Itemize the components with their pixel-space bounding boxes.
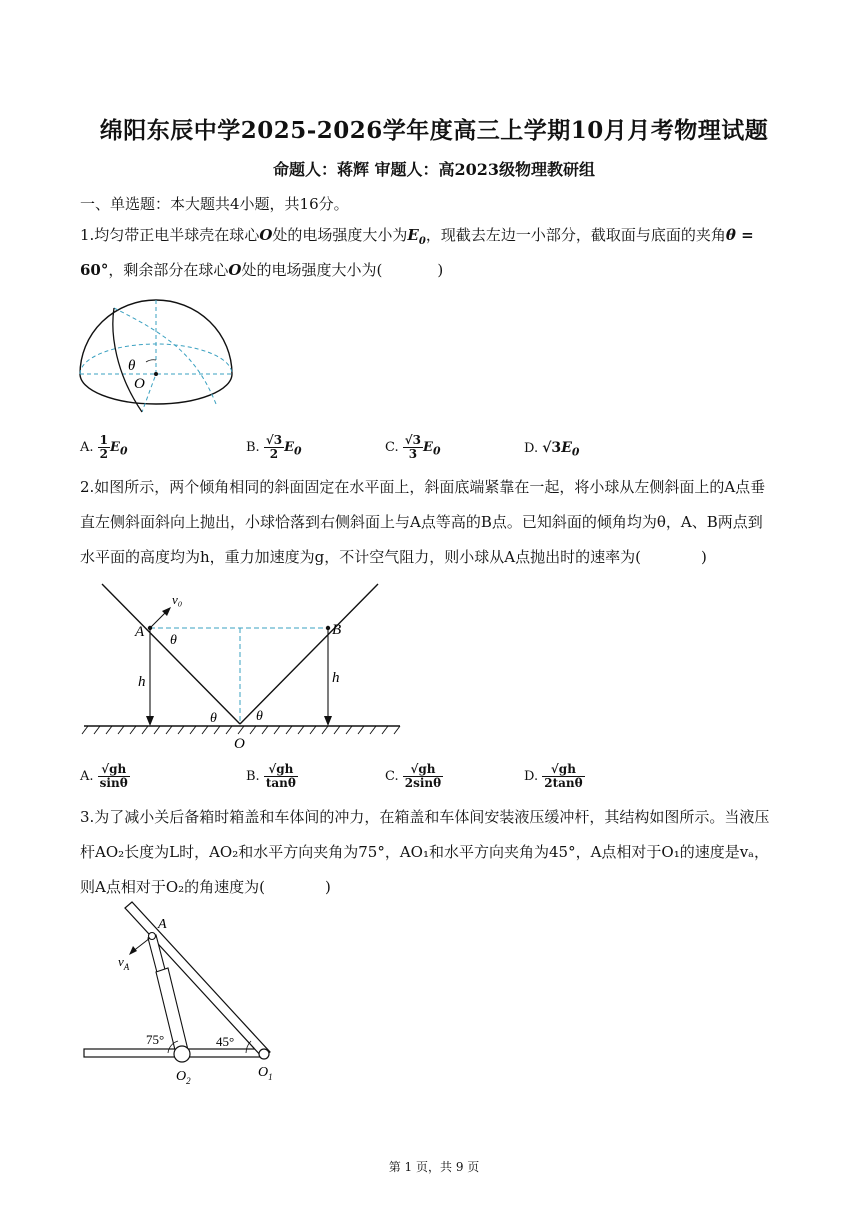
angle-45-label: 45° bbox=[216, 1034, 235, 1049]
label-a: A bbox=[135, 624, 145, 640]
section-heading: 一、单选题：本大题共4小题，共16分。 bbox=[80, 195, 349, 213]
va-label: $v_A$ bbox=[118, 954, 130, 972]
right-incline bbox=[240, 584, 378, 724]
h-label-right: h bbox=[332, 670, 340, 686]
q3-line3: 则A点相对于O₂的角速度为( ) bbox=[80, 878, 331, 896]
q2-option-a[interactable]: A. $\frac{√gh}{\sin\theta}$ bbox=[80, 762, 128, 790]
ground-hatch bbox=[82, 726, 400, 734]
q1-line1: 1.均匀带正电半球壳在球心O处的电场强度大小为$E_0$，现截去左边一小部分，截取面与底面的夹角θ = bbox=[80, 226, 754, 247]
center-label: O bbox=[134, 376, 145, 392]
angle-75-label: 75° bbox=[146, 1032, 165, 1047]
label-b: B bbox=[332, 622, 342, 638]
center-dot bbox=[154, 372, 158, 376]
q2-option-c[interactable]: C. $\frac{√gh}{2\sin\theta}$ bbox=[385, 762, 442, 790]
point-a bbox=[148, 626, 152, 630]
theta-label-right: θ bbox=[256, 709, 263, 724]
va-arrowhead bbox=[129, 946, 137, 955]
theta-label-a: θ bbox=[170, 633, 177, 648]
q2-line1: 2.如图所示，两个倾角相同的斜面固定在水平面上，斜面底端紧靠在一起，将小球从左侧斜面上的A点垂 bbox=[80, 478, 766, 496]
point-b bbox=[326, 626, 330, 630]
q2-line3: 水平面的高度均为h，重力加速度为g，不计空气阻力，则小球从A点抛出时的速率为( ) bbox=[80, 548, 707, 566]
page-subtitle: 命题人：蒋辉 审题人：高2023级物理教研组 bbox=[272, 160, 596, 179]
v0-label: v₀ bbox=[172, 592, 183, 607]
q2-option-b[interactable]: B. $\frac{√gh}{\tan\theta}$ bbox=[246, 762, 296, 790]
q1-option-a[interactable]: A. $\frac{1}{2}$ $E_0$ bbox=[80, 433, 128, 461]
pivot-o1 bbox=[259, 1049, 269, 1059]
page-title: 绵阳东辰中学2025-2026学年度高三上学期10月月考物理试题 bbox=[99, 117, 769, 144]
page-footer: 第 1 页，共 9 页 bbox=[388, 1160, 480, 1174]
q1-option-b[interactable]: B. $\frac{√3}{2}$ $E_0$ bbox=[246, 433, 302, 461]
label-o: O bbox=[234, 736, 245, 750]
q1-option-d[interactable]: D. $√3E_0$ bbox=[524, 440, 580, 459]
damper-figure bbox=[80, 900, 280, 1085]
label-o1: $O_1$ bbox=[258, 1065, 273, 1082]
q1-line2: 60°，剩余部分在球心O处的电场强度大小为( ) bbox=[80, 261, 444, 279]
label-o2: $O_2$ bbox=[176, 1069, 191, 1085]
q1-option-c[interactable]: C. $\frac{√3}{3}$ $E_0$ bbox=[385, 433, 441, 461]
theta-arc bbox=[146, 360, 156, 362]
q3-line1: 3.为了减小关后备箱时箱盖和车体间的冲力，在箱盖和车体间安装液压缓冲杆，其结构如图所示。当液压 bbox=[80, 808, 770, 826]
left-height-arrow bbox=[146, 716, 154, 726]
theta-label-left: θ bbox=[210, 711, 217, 726]
q2-option-d[interactable]: D. $\frac{√gh}{2\tan\theta}$ bbox=[524, 762, 583, 790]
theta-label: θ bbox=[128, 358, 136, 374]
inclines-figure bbox=[80, 578, 410, 750]
q3-line2: 杆AO₂长度为L时，AO₂和水平方向夹角为75°，AO₁和水平方向夹角为45°，A点相对于O₁的速度是vₐ， bbox=[80, 843, 769, 861]
q2-line2: 直左侧斜面斜向上抛出，小球恰落到右侧斜面上与A点等高的B点。已知斜面的倾角均为θ，A、B两点到 bbox=[80, 513, 763, 531]
label-a: A bbox=[158, 917, 167, 932]
right-height-arrow bbox=[324, 716, 332, 726]
left-incline bbox=[102, 584, 240, 724]
car-body-bar bbox=[84, 1049, 262, 1057]
hemisphere-figure bbox=[76, 294, 236, 416]
pivot-o2 bbox=[174, 1046, 190, 1062]
inner-lines bbox=[142, 300, 156, 412]
h-label-left: h bbox=[138, 674, 146, 690]
